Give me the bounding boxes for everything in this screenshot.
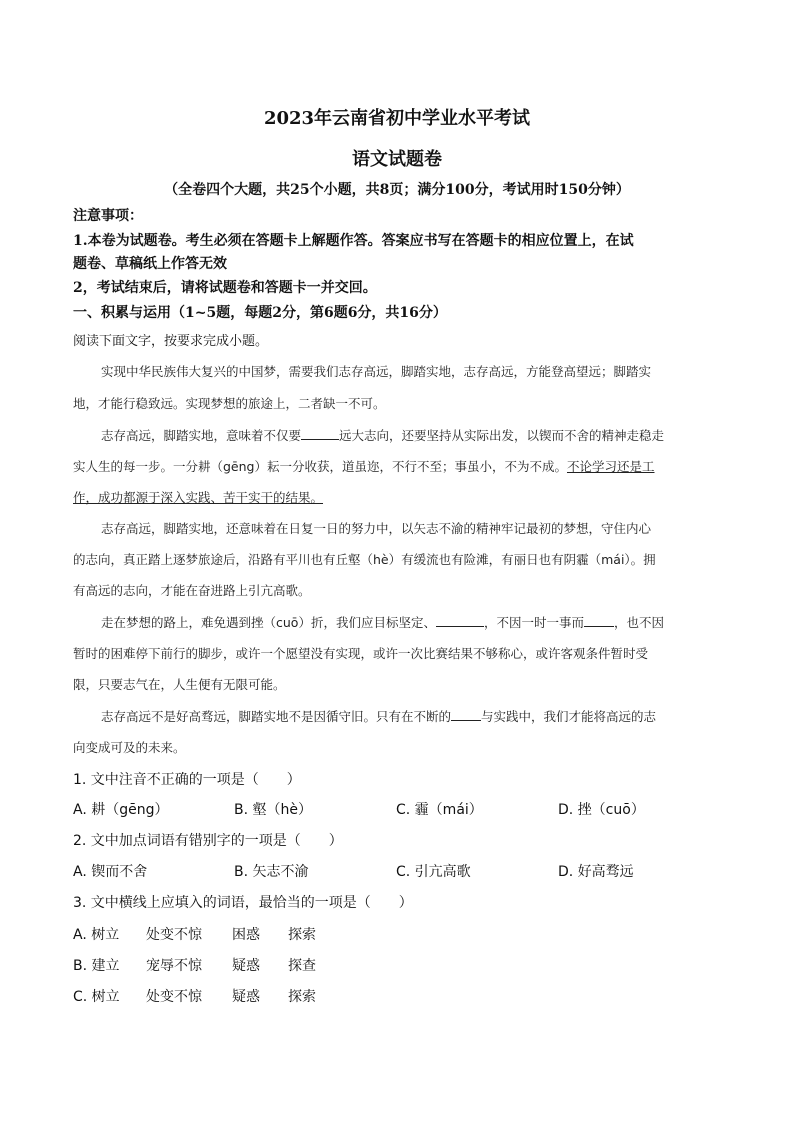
question-2-option-d: D. 好高骛远: [558, 864, 634, 880]
fill-blank-2: [436, 614, 484, 627]
passage-text: 远大志向，还要坚持从实际出发，以锲而不舍的精神走稳走: [339, 428, 665, 443]
passage-line: 向变成可及的未来。: [73, 740, 186, 755]
underlined-sentence: 作，成功都源于深入实践、苦干实干的结果。: [73, 490, 324, 505]
exam-subtitle: 语文试题卷: [352, 149, 442, 170]
passage-line: [101, 426, 664, 444]
question-3-option-b-word: 探查: [288, 958, 316, 974]
passage-line: [73, 457, 655, 475]
question-1-option-b: B. 壑（hè）: [234, 802, 312, 818]
question-2-option-c: C. 引亢高歌: [396, 864, 471, 880]
question-3-option-a-word: 困惑: [232, 927, 260, 943]
exam-title: 2023年云南省初中学业水平考试: [263, 108, 531, 129]
notes-item-1-cont: 题卷、草稿纸上作答无效: [73, 256, 227, 272]
passage-text: ，不因一时一事而: [483, 615, 584, 630]
passage-line: 地，才能行稳致远。实现梦想的旅途上，二者缺一不可。: [73, 396, 386, 411]
question-1-option-d: D. 挫（cuō）: [558, 802, 645, 818]
question-1-option-a: A. 耕（gēng）: [73, 802, 169, 818]
question-3-option-b: B. 建立: [73, 958, 120, 974]
passage-text: 志存高远不是好高骛远，脚踏实地不是因循守旧。只有在不断的: [101, 709, 452, 724]
passage-line: [101, 707, 656, 725]
notes-item-2: 2，考试结束后，请将试题卷和答题卡一并交回。: [73, 280, 377, 296]
notes-item-1: 1.本卷为试题卷。考生必须在答题卡上解题作答。答案应书写在答题卡的相应位置上，在试: [73, 233, 634, 249]
question-1-option-c: C. 霾（mái）: [396, 802, 483, 818]
question-3-option-c: C. 树立: [73, 989, 120, 1005]
question-3-option-b-word: 宠辱不惊: [146, 958, 202, 974]
fill-blank-3: [584, 614, 614, 627]
section-1-heading: 一、积累与运用（1~5题，每题2分，第6题6分，共16分）: [73, 305, 447, 321]
passage-line: [101, 613, 664, 631]
fill-blank-1: [301, 427, 339, 440]
question-2-option-a: A. 锲而不舍: [73, 864, 148, 880]
question-3-stem: 3. 文中横线上应填入的词语，最恰当的一项是（ ）: [73, 895, 413, 911]
notes-heading: 注意事项：: [73, 208, 143, 224]
question-3-option-a: A. 树立: [73, 927, 120, 943]
passage-text: ，也不因: [613, 615, 664, 630]
question-3-option-c-word: 疑惑: [232, 989, 260, 1005]
question-2-option-b: B. 矢志不渝: [234, 864, 309, 880]
exam-info: （全卷四个大题，共25个小题，共8页；满分100分，考试用时150分钟）: [164, 182, 630, 198]
question-3-option-c-word: 探索: [288, 989, 316, 1005]
passage-line: 志存高远，脚踏实地，还意味着在日复一日的努力中，以矢志不渝的精神牢记最初的梦想，守住内心: [101, 521, 652, 536]
question-3-option-b-word: 疑惑: [232, 958, 260, 974]
question-3-option-a-word: 处变不惊: [146, 927, 202, 943]
section-1-instruction: 阅读下面文字，按要求完成小题。: [73, 334, 269, 349]
question-2-stem: 2. 文中加点词语有错别字的一项是（ ）: [73, 833, 343, 849]
question-3-option-c-word: 处变不惊: [146, 989, 202, 1005]
passage-line: 暂时的困难停下前行的脚步，或许一个愿望没有实现，或许一次比赛结果不够称心，或许客观条件暂时受: [73, 646, 649, 661]
passage-text: 走在梦想的路上，难免遇到挫（cuō）折，我们应目标坚定、: [101, 615, 436, 630]
passage-text: 与实践中，我们才能将高远的志: [481, 709, 657, 724]
passage-line: 限，只要志气在，人生便有无限可能。: [73, 677, 286, 692]
passage-text: 志存高远，脚踏实地，意味着不仅要: [101, 428, 302, 443]
question-3-option-a-word: 探索: [288, 927, 316, 943]
passage-text: 实人生的每一步。一分耕（gēng）耘一分收获，道虽迩，不行不至；事虽小，不为不成。: [73, 459, 567, 474]
question-1-stem: 1. 文中注音不正确的一项是（ ）: [73, 772, 301, 788]
passage-line: 有高远的志向，才能在奋进路上引亢高歌。: [73, 583, 311, 598]
passage-line: 的志向，真正踏上逐梦旅途后，沿路有平川也有丘壑（hè）有缓流也有险滩，有丽日也有阴霾（mái）。拥: [73, 552, 656, 567]
passage-line: 实现中华民族伟大复兴的中国梦，需要我们志存高远，脚踏实地，志存高远，方能登高望远；脚踏实: [101, 364, 652, 379]
fill-blank-4: [451, 708, 481, 721]
underlined-sentence: 不论学习还是工: [566, 459, 655, 474]
